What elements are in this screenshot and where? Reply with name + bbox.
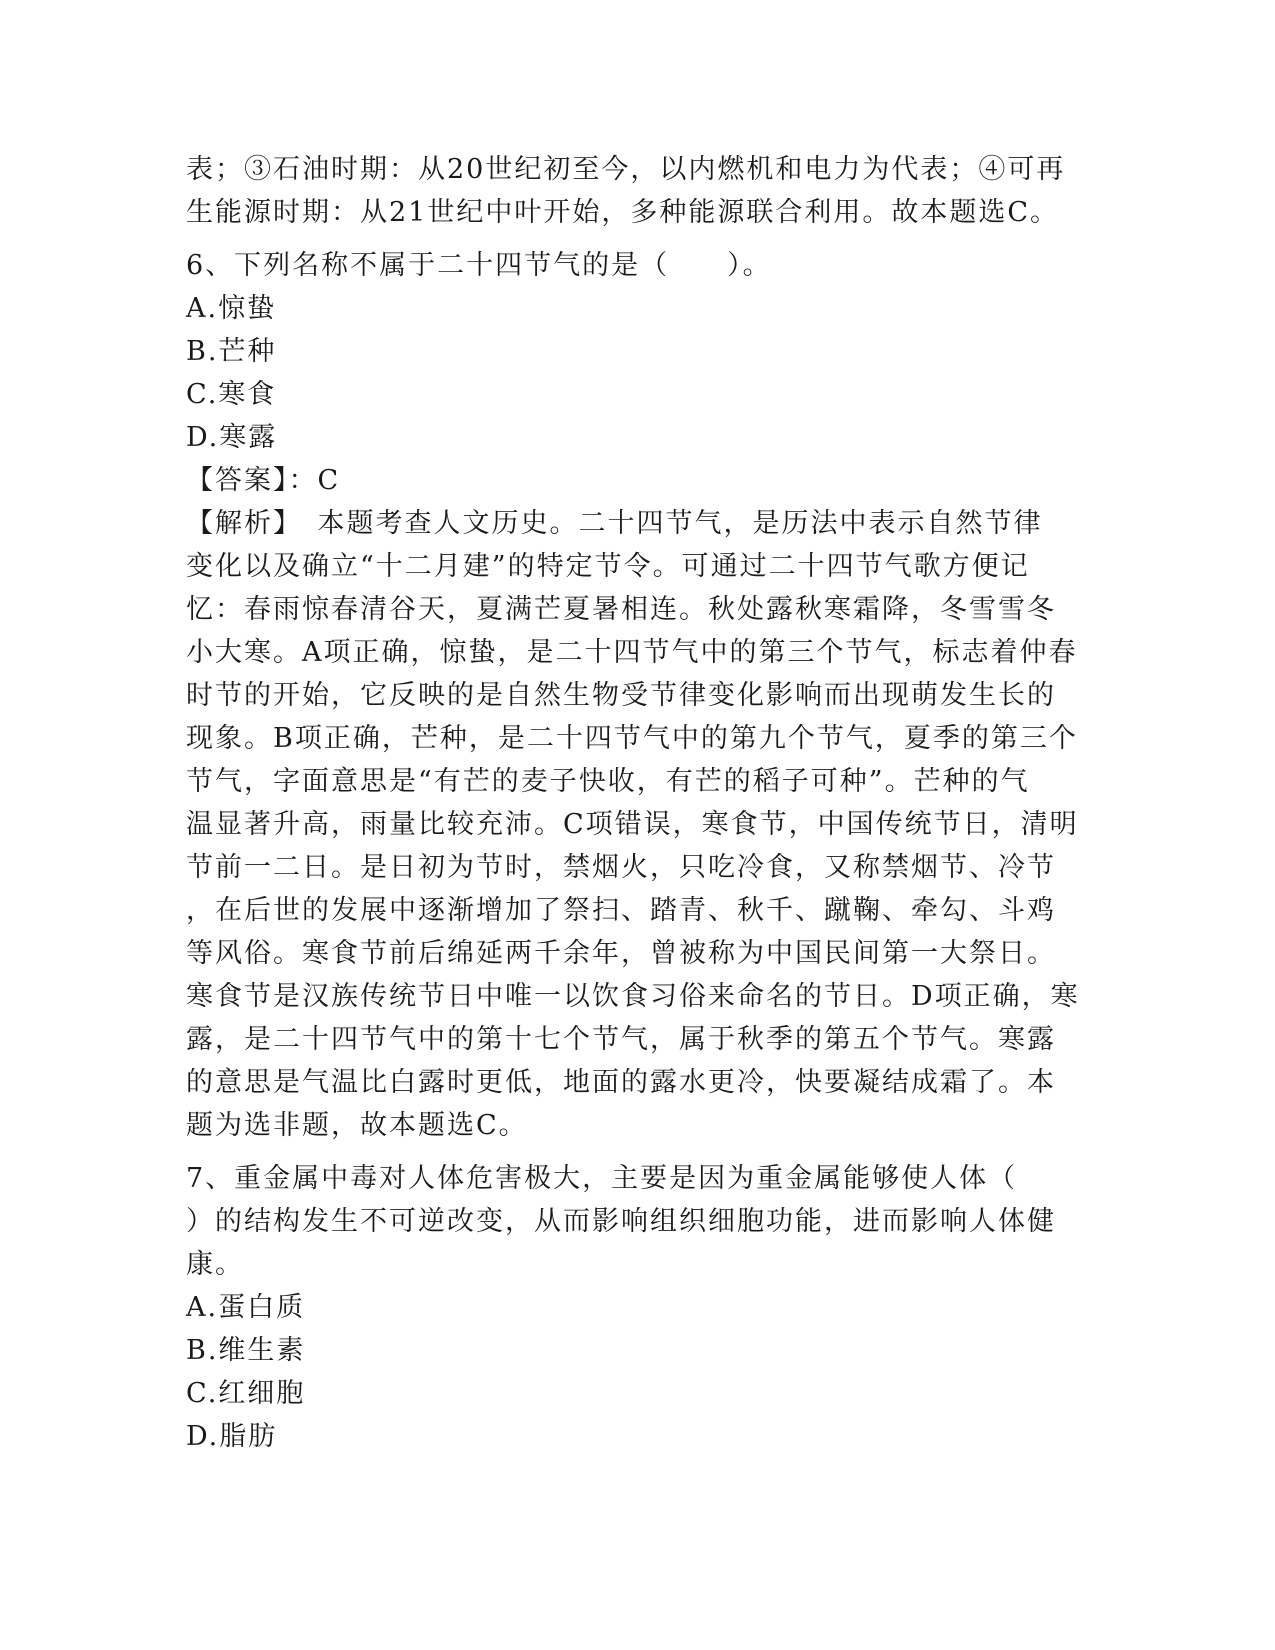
question-stem-line: 康。: [186, 1249, 244, 1280]
analysis-line: 小大寒。A项正确，惊蛰，是二十四节气中的第三个节气，标志着仲春: [186, 637, 1078, 668]
option-c: C.寒食: [186, 379, 277, 410]
analysis-line: 节前一二日。是日初为节时，禁烟火，只吃冷食，又称禁烟节、冷节: [186, 852, 1056, 883]
document-page: [186, 148, 1086, 1458]
analysis-line: 时节的开始，它反映的是自然生物受节律变化影响而出现萌发生长的: [186, 680, 1056, 711]
analysis-line: 题为选非题，故本题选C。: [186, 1110, 528, 1141]
text-line: 生能源时期：从21世纪中叶开始，多种能源联合利用。故本题选C。: [186, 197, 1060, 228]
question-stem-line: ）的结构发生不可逆改变，从而影响组织细胞功能，进而影响人体健: [186, 1206, 1056, 1237]
question-stem: 6、下列名称不属于二十四节气的是（ ）。: [186, 250, 772, 281]
analysis-line: 忆：春雨惊春清谷天，夏满芒夏暑相连。秋处露秋寒霜降，冬雪雪冬: [186, 594, 1056, 625]
analysis-line: 露，是二十四节气中的第十七个节气，属于秋季的第五个节气。寒露: [186, 1024, 1056, 1055]
analysis-line: 寒食节是汉族传统节日中唯一以饮食习俗来命名的节日。D项正确，寒: [186, 981, 1080, 1012]
analysis-line: 变化以及确立“十二月建”的特定节令。可通过二十四节气歌方便记: [186, 551, 1030, 582]
question-6: [186, 244, 1086, 1147]
option-c: C.红细胞: [186, 1378, 306, 1409]
option-a: A.惊蛰: [186, 293, 277, 324]
question-7: [186, 1157, 1086, 1458]
analysis-line: 温显著升高，雨量比较充沛。C项错误，寒食节，中国传统节日，清明: [186, 809, 1079, 840]
analysis-line: 【解析】 本题考查人文历史。二十四节气，是历法中表示自然节律: [186, 508, 1043, 539]
analysis-line: ，在后世的发展中逐渐增加了祭扫、踏青、秋千、蹴鞠、牵勾、斗鸡: [186, 895, 1056, 926]
analysis-line: 现象。B项正确，芒种，是二十四节气中的第九个节气，夏季的第三个: [186, 723, 1078, 754]
analysis-line: 节气，字面意思是“有芒的麦子快收，有芒的稻子可种”。芒种的气: [186, 766, 1030, 797]
question-stem-line: 7、重金属中毒对人体危害极大，主要是因为重金属能够使人体（: [186, 1163, 1018, 1194]
text-line: 表；③石油时期：从20世纪初至今，以内燃机和电力为代表；④可再: [186, 154, 1066, 185]
analysis-line: 的意思是气温比白露时更低，地面的露水更冷，快要凝结成霜了。本: [186, 1067, 1056, 1098]
option-a: A.蛋白质: [186, 1292, 306, 1323]
answer-line: 【答案】：C: [186, 465, 341, 496]
option-b: B.维生素: [186, 1335, 306, 1366]
analysis: [186, 502, 1086, 1147]
option-b: B.芒种: [186, 336, 277, 367]
option-d: D.脂肪: [186, 1421, 278, 1452]
analysis-line: 等风俗。寒食节前后绵延两千余年，曾被称为中国民间第一大祭日。: [186, 938, 1056, 969]
previous-analysis-continuation: [186, 148, 1086, 234]
option-d: D.寒露: [186, 422, 278, 453]
